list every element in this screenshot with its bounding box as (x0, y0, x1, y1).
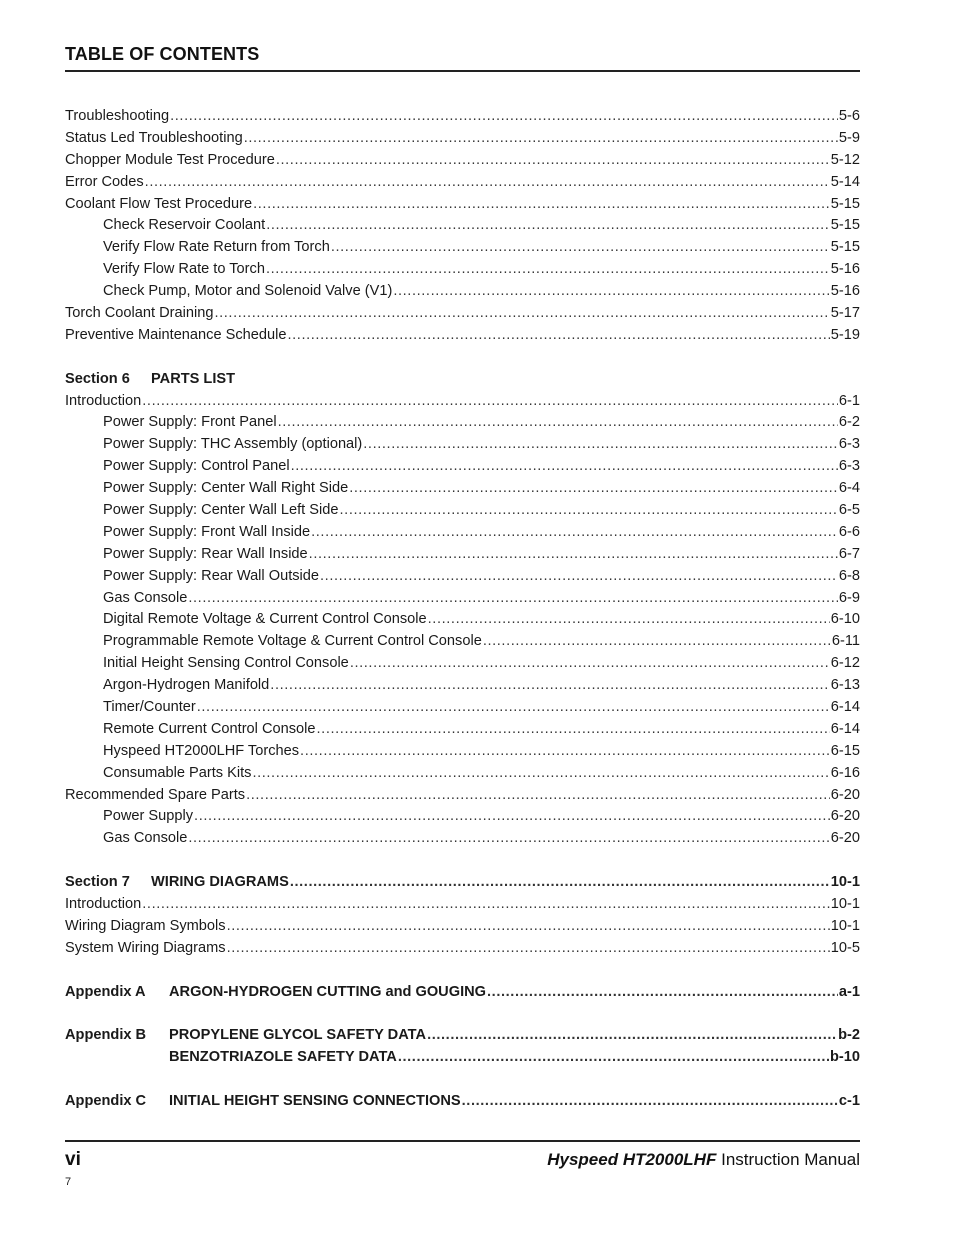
spacer (65, 1004, 860, 1026)
product-brand: Hyspeed HT2000LHF (547, 1150, 717, 1169)
toc-subentry[interactable] (65, 653, 860, 675)
appendix-page: a-1 (838, 983, 860, 1000)
toc-entry-page: 6-12 (830, 655, 860, 672)
dot-leader (462, 1091, 838, 1113)
appendix-title: PROPYLENE GLYCOL SAFETY DATA (169, 1027, 427, 1044)
toc-entry-page: 10-1 (830, 896, 860, 913)
toc-entry-page: 6-13 (830, 677, 860, 694)
toc-entry[interactable] (65, 894, 860, 916)
toc-entry-page: 10-5 (830, 939, 860, 956)
toc-entry[interactable] (65, 785, 860, 807)
toc-subentry[interactable] (65, 412, 860, 434)
section-number: Section 7 (65, 874, 130, 891)
toc-entry-label: Argon-Hydrogen Manifold (103, 677, 270, 694)
toc-entry-label: Recommended Spare Parts (65, 786, 246, 803)
dot-leader (427, 1025, 837, 1047)
toc-entry-label: Preventive Maintenance Schedule (65, 326, 287, 343)
toc-entry-label: Verify Flow Rate Return from Torch (103, 239, 330, 256)
dot-leader (291, 456, 838, 478)
dot-leader (278, 412, 838, 434)
toc-entry-label: Power Supply: THC Assembly (optional) (103, 436, 363, 453)
table-of-contents (65, 106, 860, 1113)
toc-entry-label: Remote Current Control Console (103, 720, 316, 737)
toc-subentry[interactable] (65, 763, 860, 785)
toc-entry-label: Power Supply (103, 808, 194, 825)
appendix-title: BENZOTRIAZOLE SAFETY DATA (169, 1049, 397, 1066)
toc-entry-page: 6-20 (830, 808, 860, 825)
toc-entry-page: 6-14 (830, 720, 860, 737)
appendix-b-second-heading[interactable] (65, 1047, 860, 1069)
toc-entry-label: Torch Coolant Draining (65, 305, 214, 321)
toc-entry-page: 6-3 (838, 436, 860, 453)
dot-leader (311, 522, 838, 544)
section-6-heading[interactable] (65, 369, 860, 391)
toc-entry[interactable] (65, 938, 860, 960)
toc-entry-page: 5-16 (830, 261, 860, 278)
toc-entry-label: Status Led Troubleshooting (65, 129, 243, 146)
toc-entry-page: 5-14 (830, 173, 860, 190)
toc-entry-page: 5-16 (830, 283, 860, 300)
dot-leader (320, 566, 838, 588)
toc-entry-label: Power Supply: Control Panel (103, 458, 290, 475)
footer-rule (65, 1140, 860, 1142)
toc-entry-label: Hyspeed HT2000LHF Torches (103, 742, 300, 759)
appendix-a-heading[interactable] (65, 982, 860, 1004)
toc-entry-page: 5-9 (838, 129, 860, 146)
toc-entry-page: 5-6 (838, 107, 860, 124)
toc-entry-label: Check Pump, Motor and Solenoid Valve (V1) (103, 283, 393, 300)
dot-leader (363, 434, 838, 456)
toc-entry-label: Power Supply: Center Wall Right Side (103, 480, 349, 497)
toc-entry[interactable] (65, 128, 860, 150)
spacer (65, 960, 860, 982)
dot-leader (246, 785, 830, 807)
toc-entry-page: 6-14 (830, 699, 860, 716)
spacer (65, 850, 860, 872)
toc-subentry[interactable] (65, 741, 860, 763)
dot-leader (214, 303, 829, 325)
toc-entry-label: System Wiring Diagrams (65, 939, 226, 956)
toc-subentry[interactable] (65, 500, 860, 522)
dot-leader (398, 1047, 829, 1069)
toc-entry-label: Introduction (65, 896, 142, 913)
toc-entry-label: Verify Flow Rate to Torch (103, 261, 265, 278)
dot-leader (309, 544, 838, 566)
dot-leader (331, 237, 830, 259)
dot-leader (170, 106, 838, 128)
dot-leader (227, 916, 830, 938)
toc-entry-label: Gas Console (103, 830, 188, 847)
toc-entry[interactable] (65, 172, 860, 194)
dot-leader (188, 588, 838, 610)
toc-subentry[interactable] (65, 697, 860, 719)
dot-leader (266, 259, 830, 281)
toc-entry-label: Coolant Flow Test Procedure (65, 195, 253, 212)
toc-entry[interactable] (65, 916, 860, 938)
toc-entry-label: Error Codes (65, 173, 144, 190)
dot-leader (276, 150, 830, 172)
toc-subentry[interactable] (65, 522, 860, 544)
appendix-page: c-1 (838, 1093, 860, 1110)
dot-leader (393, 281, 829, 303)
toc-entry[interactable] (65, 303, 860, 325)
dot-leader (244, 128, 838, 150)
toc-entry[interactable] (65, 391, 860, 413)
section-title: WIRING DIAGRAMS (151, 874, 289, 891)
toc-entry-label: Gas Console (103, 589, 188, 606)
toc-entry[interactable] (65, 325, 860, 347)
toc-entry-page: 6-8 (838, 567, 860, 584)
toc-entry[interactable] (65, 150, 860, 172)
dot-leader (428, 609, 830, 631)
toc-entry-page: 6-7 (838, 545, 860, 562)
sheet-index: 7 (65, 1176, 72, 1188)
toc-entry-label: Digital Remote Voltage & Current Control Console (103, 611, 427, 628)
dot-leader (270, 675, 829, 697)
toc-entry-label: Consumable Parts Kits (103, 764, 252, 781)
dot-leader (194, 807, 830, 829)
dot-leader (145, 172, 830, 194)
toc-entry-label: Initial Height Sensing Control Console (103, 655, 349, 672)
appendix-page: b-2 (838, 1027, 860, 1044)
toc-entry-page: 5-15 (830, 195, 860, 212)
dot-leader (300, 741, 830, 763)
toc-entry-page: 6-20 (830, 830, 860, 847)
toc-entry-page: 6-6 (838, 523, 860, 540)
toc-entry-page: 6-16 (830, 764, 860, 781)
spacer (65, 347, 860, 369)
appendix-page: b-10 (829, 1049, 860, 1066)
dot-leader (188, 828, 829, 850)
toc-entry-label: Troubleshooting (65, 107, 170, 124)
toc-entry-page: 6-15 (830, 742, 860, 759)
spacer (65, 1069, 860, 1091)
toc-entry-label: Chopper Module Test Procedure (65, 151, 275, 168)
header-rule (65, 70, 860, 72)
appendix-title: INITIAL HEIGHT SENSING CONNECTIONS (169, 1093, 461, 1110)
appendix-title: ARGON-HYDROGEN CUTTING and GOUGING (169, 983, 487, 1000)
section-number: Section 6 (65, 370, 130, 387)
toc-subentry[interactable] (65, 434, 860, 456)
dot-leader (350, 653, 830, 675)
toc-entry-page: 10-1 (830, 917, 860, 934)
dot-leader (253, 194, 830, 216)
toc-entry-page: 5-12 (830, 151, 860, 168)
toc-subentry[interactable] (65, 215, 860, 237)
footer-manual-title (547, 1150, 860, 1170)
toc-entry-page: 6-20 (830, 786, 860, 803)
toc-subentry[interactable] (65, 478, 860, 500)
toc-entry[interactable] (65, 106, 860, 128)
toc-entry-label: Power Supply: Front Panel (103, 414, 277, 431)
toc-subentry[interactable] (65, 281, 860, 303)
footer-page-number: vi (65, 1149, 81, 1170)
section-title: PARTS LIST (151, 370, 236, 387)
toc-subentry[interactable] (65, 237, 860, 259)
toc-entry-label: Introduction (65, 392, 142, 409)
toc-entry-page: 6-10 (830, 611, 860, 628)
appendix-number: Appendix A (65, 983, 146, 1000)
appendix-number: Appendix B (65, 1027, 147, 1044)
dot-leader (252, 763, 829, 785)
toc-entry-label: Power Supply: Rear Wall Inside (103, 545, 308, 562)
toc-entry-label: Programmable Remote Voltage & Current Control Console (103, 633, 482, 650)
toc-subentry[interactable] (65, 609, 860, 631)
dot-leader (287, 325, 829, 347)
section-page: 10-1 (830, 874, 860, 891)
toc-entry-label: Wiring Diagram Symbols (65, 917, 226, 934)
toc-entry-page: 5-17 (830, 305, 860, 321)
dot-leader (142, 894, 830, 916)
toc-subentry[interactable] (65, 456, 860, 478)
dot-leader (340, 500, 838, 522)
toc-subentry[interactable] (65, 675, 860, 697)
dot-leader (317, 719, 830, 741)
dot-leader (483, 631, 831, 653)
toc-entry-page: 6-5 (838, 502, 860, 519)
toc-entry-page: 6-9 (838, 589, 860, 606)
dot-leader (349, 478, 838, 500)
toc-entry-label: Power Supply: Center Wall Left Side (103, 502, 339, 519)
toc-entry-page: 5-15 (830, 217, 860, 234)
appendix-b-heading[interactable] (65, 1025, 860, 1047)
toc-entry[interactable] (65, 194, 860, 216)
toc-entry-label: Power Supply: Rear Wall Outside (103, 567, 320, 584)
toc-entry-label: Power Supply: Front Wall Inside (103, 523, 311, 540)
dot-leader (142, 391, 838, 413)
toc-entry-page: 6-1 (838, 392, 860, 409)
toc-subentry[interactable] (65, 807, 860, 829)
toc-entry-page: 6-2 (838, 414, 860, 431)
toc-entry-page: 5-19 (830, 326, 860, 343)
toc-subentry[interactable] (65, 588, 860, 610)
toc-subentry[interactable] (65, 719, 860, 741)
toc-entry-page: 6-4 (838, 480, 860, 497)
toc-entry-page: 6-11 (831, 633, 860, 650)
dot-leader (197, 697, 830, 719)
appendix-c-heading[interactable] (65, 1091, 860, 1113)
section-7-heading[interactable] (65, 872, 860, 894)
toc-entry-label: Check Reservoir Coolant (103, 217, 266, 234)
appendix-number: Appendix C (65, 1093, 147, 1110)
dot-leader (487, 982, 838, 1004)
toc-entry-page: 5-15 (830, 239, 860, 256)
manual-label: Instruction Manual (721, 1150, 860, 1169)
toc-subentry[interactable] (65, 828, 860, 850)
toc-subentry[interactable] (65, 259, 860, 281)
toc-entry-page: 6-3 (838, 458, 860, 475)
toc-subentry[interactable] (65, 544, 860, 566)
dot-leader (290, 872, 830, 894)
page-title: TABLE OF CONTENTS (65, 44, 260, 64)
dot-leader (227, 938, 830, 960)
dot-leader (266, 215, 830, 237)
toc-subentry[interactable] (65, 631, 860, 653)
toc-entry-label: Timer/Counter (103, 699, 196, 716)
toc-subentry[interactable] (65, 566, 860, 588)
